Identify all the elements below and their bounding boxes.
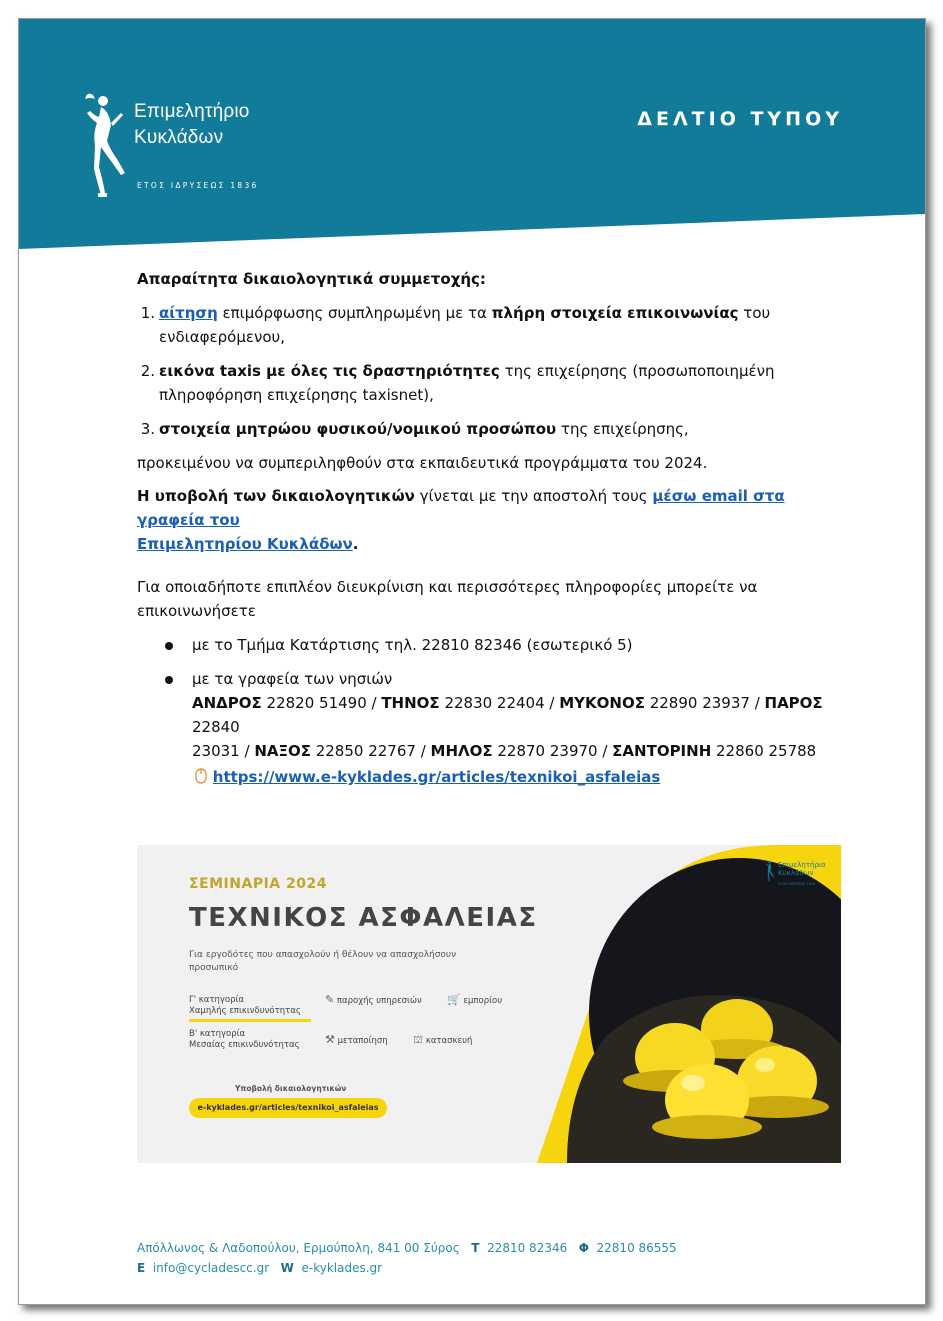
footer-phone-label: T [471, 1241, 480, 1255]
sector-services [325, 993, 422, 1006]
chamber-link[interactable]: Επιμελητηρίου Κυκλάδων [137, 535, 353, 553]
banner-logo-text [778, 861, 826, 877]
cart-icon: 🛒 [447, 993, 461, 1006]
org-name-line2: Κυκλάδων [134, 127, 224, 148]
category-underline [189, 1019, 311, 1022]
chamber-logo [81, 89, 311, 209]
phone-mykonos: 22890 23937 / [644, 694, 765, 712]
sector-commerce [447, 993, 502, 1006]
footer-website[interactable]: e-kyklades.gr [301, 1261, 383, 1275]
contact-intro-line2: επικοινωνήσετε [137, 602, 256, 620]
island-tinos: ΤΗΝΟΣ [381, 694, 440, 712]
footer-email[interactable]: info@cycladescc.gr [152, 1261, 270, 1275]
sector-construction [413, 1033, 472, 1048]
press-release-title: ΔΕΛΤΙΟ ΤΥΠΟΥ [637, 108, 843, 130]
islands-intro: με τα γραφεία των νησιών [192, 670, 393, 688]
requirement-item-1 [140, 301, 819, 349]
seminar-banner[interactable] [137, 845, 841, 1163]
banner-kicker: ΣΕΜΙΝΑΡΙΑ 2024 [189, 876, 327, 892]
banner-submit-url[interactable]: e-kyklades.gr/articles/texnikoi_asfaleias [189, 1098, 387, 1118]
hermes-figure-icon [81, 89, 129, 209]
item-text-bold: πλήρη στοιχεία επικοινωνίας [491, 304, 739, 322]
footer-phone: 22810 82346 [487, 1241, 568, 1255]
mouse-icon [194, 768, 208, 784]
submission-text: γίνεται με την αποστολή τους [414, 487, 653, 505]
contact-bullet-1: με το Τμήμα Κατάρτισης τηλ. 22810 82346 (εσωτερικό 5) [192, 636, 633, 654]
requirement-item-3 [140, 417, 819, 441]
category-c [189, 995, 301, 1017]
org-name-line1: Επιμελητήριο [134, 101, 250, 122]
period: . [352, 535, 359, 553]
services-icon: ✎ [325, 993, 335, 1006]
contact-bullet-2 [192, 667, 852, 763]
island-andros: ΑΝΔΡΟΣ [192, 694, 262, 712]
article-url-link[interactable]: https://www.e-kyklades.gr/articles/texnikoi_asfaleias [212, 768, 661, 786]
item-text-bold: στοιχεία μητρώου φυσικού/νομικού προσώπου [159, 420, 557, 438]
category-c-desc: Χαμηλής επικινδυνότητας [189, 1006, 301, 1016]
island-mykonos: ΜΥΚΟΝΟΣ [559, 694, 645, 712]
application-form-link[interactable]: αίτηση [159, 304, 218, 322]
sector-manufacturing [325, 1033, 388, 1046]
item-text-bold: εικόνα taxis με όλες τις δραστηριότητες [159, 362, 500, 380]
category-b-label: Β' κατηγορία [189, 1029, 246, 1039]
requirement-item-2 [140, 359, 819, 407]
banner-subtitle [189, 949, 456, 975]
url-line [194, 765, 854, 789]
banner-subtitle-line2: προσωπικό [189, 963, 239, 973]
contact-intro-line1: Για οποιαδήποτε επιπλέον διευκρίνιση και περισσότερες πληροφορίες μπορείτε να [137, 578, 758, 596]
phone-tinos: 22830 22404 / [439, 694, 560, 712]
banner-logo-line1: Επιμελητήριο [778, 861, 826, 869]
phone-paros-cont: 23031 / [192, 742, 255, 760]
footer-fax-label: Φ [578, 1241, 589, 1255]
phone-milos: 22870 23970 / [492, 742, 613, 760]
banner-logo-since: ΕΤΟΣ ΙΔΡΥΣΕΩΣ 1836 [778, 882, 816, 886]
banner-title: ΤΕΧΝΙΚΟΣ ΑΣΦΑΛΕΙΑΣ [189, 903, 538, 933]
banner-subtitle-line1: Για εργοδότες που απασχολούν ή θέλουν να απασχολήσουν [189, 950, 457, 960]
list-number: 3. [140, 420, 155, 438]
footer-address: Απόλλωνος & Λαδοπούλου, Ερμούπολη, 841 00 Σύρος [137, 1241, 460, 1255]
sector-manufacturing-label: μεταποίηση [337, 1036, 388, 1046]
footer-line1 [137, 1241, 677, 1255]
phone-naxos: 22850 22767 / [310, 742, 431, 760]
island-paros: ΠΑΡΟΣ [764, 694, 823, 712]
item-text: του [738, 304, 771, 322]
banner-logo-line2: Κυκλάδων [778, 869, 814, 877]
footer-line2 [137, 1261, 382, 1275]
submission-paragraph [137, 484, 847, 556]
hermes-figure-icon [765, 859, 775, 885]
item-text: της επιχείρησης, [556, 420, 689, 438]
category-c-label: Γ' κατηγορία [189, 995, 244, 1005]
item-text: πληροφόρηση επιχείρησης taxisnet), [159, 386, 434, 404]
sector-construction-label: κατασκευή [425, 1036, 473, 1046]
bullet-dot [165, 676, 173, 684]
phone-paros: 22840 [192, 718, 240, 736]
programs-sentence: προκειμένου να συμπεριληφθούν στα εκπαιδευτικά προγράμματα του 2024. [137, 454, 708, 472]
founded-year: ΕΤΟΣ ΙΔΡΥΣΕΩΣ 1836 [137, 181, 259, 190]
island-naxos: ΝΑΞΟΣ [254, 742, 311, 760]
category-b-desc: Μεσαίας επικινδυνότητας [189, 1040, 300, 1050]
requirements-title: Απαραίτητα δικαιολογητικά συμμετοχής: [137, 270, 486, 288]
sector-services-label: παροχής υπηρεσιών [336, 996, 422, 1006]
footer-fax: 22810 86555 [596, 1241, 677, 1255]
phone-andros: 22820 51490 / [261, 694, 382, 712]
sector-commerce-label: εμπορίου [463, 996, 503, 1006]
banner-submit-label: Υποβολή δικαιολογητικών [235, 1084, 347, 1093]
item-text: επιμόρφωσης συμπληρωμένη με τα [217, 304, 492, 322]
email-offices-link[interactable]: μέσω email στα γραφεία του [137, 487, 785, 529]
category-b [189, 1029, 300, 1051]
footer-email-label: E [137, 1261, 146, 1275]
footer-web-label: W [280, 1261, 294, 1275]
island-milos: ΜΗΛΟΣ [430, 742, 493, 760]
list-number: 2. [140, 362, 155, 380]
list-number: 1. [140, 304, 155, 322]
contact-intro [137, 575, 847, 623]
island-santorini: ΣΑΝΤΟΡΙΝΗ [612, 742, 712, 760]
crane-icon: ⛫ [413, 1033, 424, 1046]
bullet-dot [165, 642, 173, 650]
submission-bold: Η υποβολή των δικαιολογητικών [137, 487, 415, 505]
press-release-page [18, 18, 926, 1305]
item-text: ενδιαφερόμενου, [159, 328, 285, 346]
phone-santorini: 22860 25788 [711, 742, 817, 760]
wrench-icon: ⚒ [325, 1033, 335, 1046]
item-text: της επιχείρησης (προσωποποιημένη [499, 362, 775, 380]
banner-logo [765, 857, 835, 897]
